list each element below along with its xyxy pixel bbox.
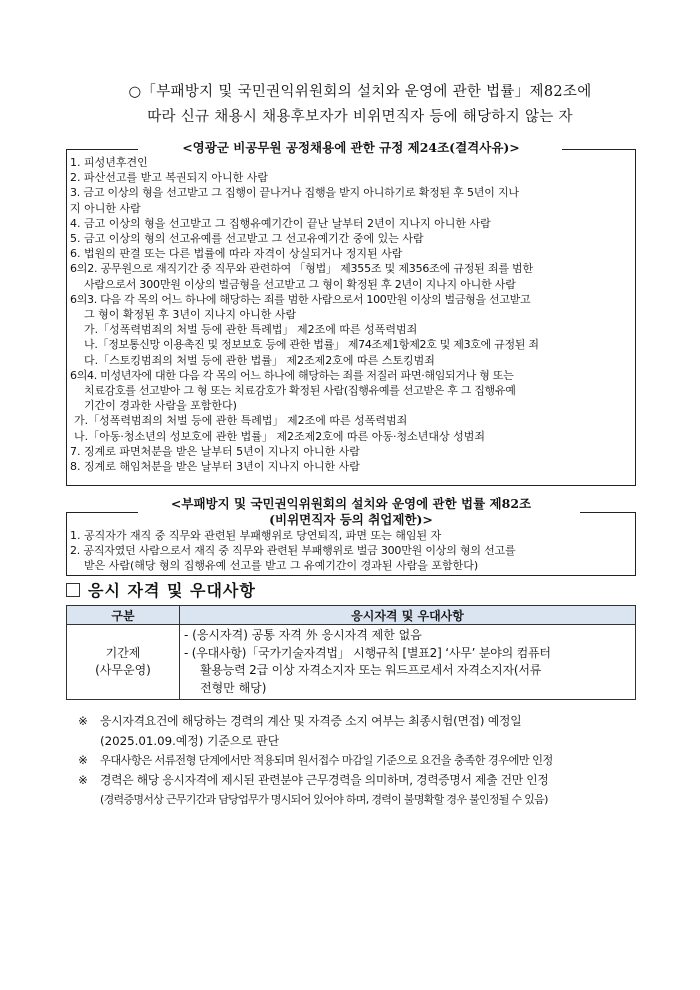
list-item: 6의4. 미성년자에 대한 다음 각 목의 어느 하나에 해당하는 죄를 저질러 파면·해임되거나 형 또는 <box>70 368 514 382</box>
note-item: ※ 경력은 해당 응시자격에 제시된 관련분야 근무경력을 의미하며, 경력증명서 제출 건만 인정 (경력증명서상 근무기간과 담당업무가 명시되어 있어야 하며, 경력이 불명확할 경우 불인정될 수 있음) <box>78 771 638 810</box>
box-body <box>67 149 635 474</box>
list-item: 지 아니한 사람 <box>70 201 141 215</box>
list-item: 2. 공직자였던 사람으로서 재직 중 직무와 관련된 부패행위로 벌금 300만원 이상의 형의 선고를 <box>70 544 516 558</box>
box-body-frame <box>66 512 636 576</box>
box-title-line-2: (비위면직자 등의 취업제한)> <box>66 512 636 528</box>
list-item: 가.「성폭력범죄의 처벌 등에 관한 특례법」 제2조에 따른 성폭력범죄 <box>84 323 418 337</box>
details-cell: - (응시자격) 공통 자격 外 응시자격 제한 없음 - (우대사항)「국가기술자격법」 시행규칙 [별표2] ‘사무’ 분야의 컴퓨터 활용능력 2급 이상 자격소지자 또는 워드프로세서 자격소지자(서류 전형만 해당) <box>180 625 636 700</box>
box-body <box>67 512 635 574</box>
list-item: 8. 징계로 해임처분을 받은 날부터 3년이 지나지 아니한 사람 <box>70 460 360 474</box>
list-item: 1. 피성년후견인 <box>70 156 148 169</box>
list-item: 사람으로서 300만원 이상의 벌금형을 선고받고 그 형이 확정된 후 2년이 지나지 아니한 사람 <box>84 277 516 291</box>
box-title-line-1: <부패방지 및 국민권익위원회의 설치와 운영에 관한 법률 제82조 <box>66 496 636 512</box>
list-item: 6. 법원의 판결 또는 다른 법률에 따라 자격이 상실되거나 정지된 사람 <box>70 247 403 261</box>
list-item: 치료감호를 선고받아 그 형 또는 치료감호가 확정된 사람(집행유예를 선고받은 후 그 집행유예 <box>84 384 516 398</box>
list-item: 그 형이 확정된 후 3년이 지나지 아니한 사람 <box>84 308 297 322</box>
list-item: 2. 파산선고를 받고 복권되지 아니한 사람 <box>70 171 268 185</box>
qualification-table <box>66 605 636 700</box>
table-row <box>67 625 636 700</box>
list-item: 5. 금고 이상의 형의 선고유예를 선고받고 그 선고유예기간 중에 있는 사람 <box>70 232 424 246</box>
heading-line-1: ○「부패방지 및 국민권익위원회의 설치와 운영에 관한 법률」제82조에 <box>128 84 592 100</box>
list-item: 3. 금고 이상의 형을 선고받고 그 집행이 끝나거나 집행을 받지 아니하기로 확정된 후 5년이 지나 <box>70 186 519 200</box>
note-item: ※ 응시자격요건에 해당하는 경력의 계산 및 자격증 소지 여부는 최종시험(면접) 예정일 (2025.01.09.예정) 기준으로 판단 <box>78 712 638 751</box>
reference-mark-icon: ※ <box>78 753 88 767</box>
category-cell: 기간제 (사무운영) <box>67 625 180 700</box>
list-item: 기간이 경과한 사람을 포함한다) <box>84 399 237 413</box>
list-item: 받은 사람(해당 형의 집행유예 선고를 받고 그 유예기간이 경과된 사람을 포함한다) <box>84 559 479 573</box>
box-title: <영광군 비공무원 공정채용에 관한 규정 제24조(결격사유)> <box>66 140 636 156</box>
list-item: 다.「스토킹범죄의 처벌 등에 관한 법률」 제2조제2호에 따른 스토킹범죄 <box>84 353 435 367</box>
list-item: 6의2. 공무원으로 재직기간 중 직무와 관련하여 「형법」 제355조 및 제356조에 규정된 죄를 범한 <box>70 262 533 276</box>
note-item: ※ 우대사항은 서류전형 단계에서만 적용되며 원서접수 마감일 기준으로 요건을 충족한 경우에만 인정 <box>78 751 638 771</box>
list-item: 4. 금고 이상의 형을 선고받고 그 집행유예기간이 끝난 날부터 2년이 지나지 아니한 사람 <box>70 216 491 230</box>
list-item: 1. 공직자가 재직 중 직무와 관련된 부패행위로 당연퇴직, 파면 또는 해임된 자 <box>70 529 442 542</box>
list-item: 나.「정보통신망 이용촉진 및 정보보호 등에 관한 법률」 제74조제1항제2호 및 제3호에 규정된 죄 <box>84 338 539 352</box>
box-body-frame <box>66 149 636 486</box>
list-item: 7. 징계로 파면처분을 받은 날부터 5년이 지나지 아니한 사람 <box>70 444 360 458</box>
list-item: 가.「성폭력범죄의 처벌 등에 관한 특례법」 제2조에 따른 성폭력범죄 <box>74 414 408 428</box>
list-item: 6의3. 다음 각 목의 어느 하나에 해당하는 죄를 범한 사람으로서 100만원 이상의 벌금형을 선고받고 <box>70 292 531 306</box>
table-header-category: 구분 <box>67 606 180 625</box>
section-title: 응시 자격 및 우대사항 <box>66 578 256 601</box>
heading-line-2: 따라 신규 채용시 채용후보자가 비위면직자 등에 해당하지 않는 자 <box>147 109 573 125</box>
reference-mark-icon: ※ <box>78 714 88 728</box>
table-header-details: 응시자격 및 우대사항 <box>180 606 636 625</box>
notes <box>78 712 638 810</box>
reference-mark-icon: ※ <box>78 772 88 787</box>
list-item: 나.「아동·청소년의 성보호에 관한 법률」 제2조제2호에 따른 아동·청소년대상 성범죄 <box>74 429 485 443</box>
checkbox-icon <box>66 583 80 597</box>
